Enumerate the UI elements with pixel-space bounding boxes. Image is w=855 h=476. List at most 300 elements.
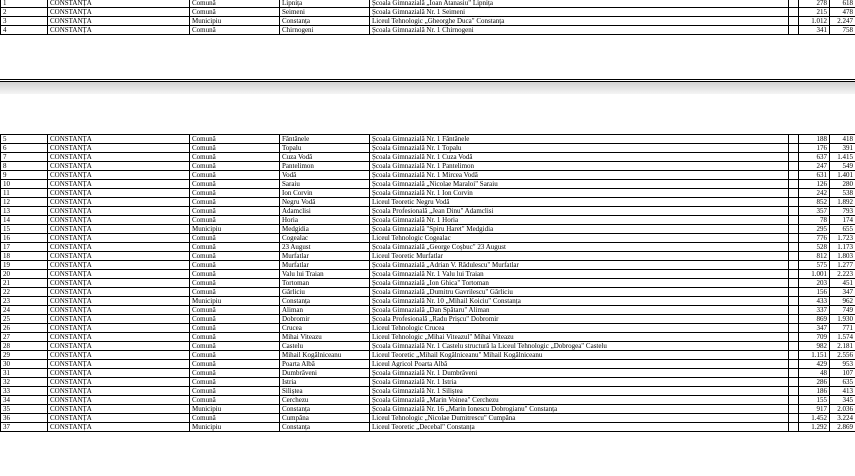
table-row [1,180,855,189]
cell-value-2: 2.556 [830,351,855,360]
cell-value-1: 852 [799,198,830,207]
cell-tip: Comună [190,243,280,252]
cell-tip: Municipiu [190,17,280,26]
cell-judet: CONSTANȚA [48,378,190,387]
page-break-line [0,81,855,82]
cell-tip: Comună [190,279,280,288]
cell-judet: CONSTANȚA [48,360,190,369]
cell-nr: 5 [1,135,48,144]
cell-value-2: 1.892 [830,198,855,207]
cell-unitate: Liceul Tehnologic „Gheorghe Duca" Constanța [370,17,789,26]
cell-value-1: 429 [799,360,830,369]
cell-unitate: Școala Gimnazială Nr. 1 Siliștea [370,387,789,396]
cell-value-2: 1.930 [830,315,855,324]
cell-judet: CONSTANȚA [48,225,190,234]
page-break-line [0,79,855,80]
cell-nr: 7 [1,153,48,162]
cell-nr: 19 [1,261,48,270]
cell-empty [789,216,799,225]
table-row [1,324,855,333]
table-row [1,360,855,369]
cell-localitate: Lipnița [280,0,370,8]
cell-judet: CONSTANȚA [48,423,190,432]
cell-tip: Comună [190,387,280,396]
cell-empty [789,306,799,315]
cell-localitate: 23 August [280,243,370,252]
cell-localitate: Siliștea [280,387,370,396]
cell-nr: 14 [1,216,48,225]
cell-value-1: 186 [799,387,830,396]
cell-localitate: Adamclisi [280,207,370,216]
table-row [1,405,855,414]
cell-judet: CONSTANȚA [48,135,190,144]
cell-value-1: 215 [799,8,830,17]
cell-localitate: Seimeni [280,8,370,17]
cell-value-1: 1.001 [799,270,830,279]
cell-localitate: Saraiu [280,180,370,189]
cell-tip: Comună [190,270,280,279]
cell-value-2: 345 [830,396,855,405]
cell-value-1: 917 [799,405,830,414]
cell-unitate: Școala Gimnazială Nr. 1 Cuza Vodă [370,153,789,162]
cell-value-2: 635 [830,378,855,387]
table-row [1,387,855,396]
cell-unitate: Școala Gimnazială „Nicolae Maraloi" Saraiu [370,180,789,189]
cell-judet: CONSTANȚA [48,405,190,414]
table-row [1,252,855,261]
cell-localitate: Constanța [280,17,370,26]
cell-unitate: Școala Gimnazială Nr. 1 Castelu structură la Liceul Tehnologic „Dobrogea" Castelu [370,342,789,351]
cell-unitate: Școala Gimnazială Nr. 1 Fântânele [370,135,789,144]
cell-tip: Municipiu [190,225,280,234]
cell-tip: Comună [190,315,280,324]
cell-value-1: 528 [799,243,830,252]
cell-empty [789,8,799,17]
cell-unitate: Școala Gimnazială Nr. 1 Horia [370,216,789,225]
table-row [1,423,855,432]
cell-tip: Comună [190,171,280,180]
cell-empty [789,387,799,396]
cell-unitate: Școala Gimnazială „Ion Ghica" Tortoman [370,279,789,288]
cell-value-1: 337 [799,306,830,315]
table-row [1,351,855,360]
cell-tip: Comună [190,144,280,153]
cell-empty [789,414,799,423]
cell-unitate: Școala Gimnazială "Spiru Haret" Medgidia [370,225,789,234]
cell-nr: 26 [1,324,48,333]
cell-empty [789,0,799,8]
cell-unitate: Liceul Tehnologic „Nicolae Dumitrescu" Cumpăna [370,414,789,423]
cell-value-2: 1.723 [830,234,855,243]
cell-judet: CONSTANȚA [48,162,190,171]
cell-value-2: 2.247 [830,17,855,26]
cell-nr: 4 [1,26,48,35]
cell-unitate: Școala Gimnazială Nr. 1 Istria [370,378,789,387]
cell-value-2: 2.223 [830,270,855,279]
cell-unitate: Școala Gimnazială Nr. 1 Chirnogeni [370,26,789,35]
cell-localitate: Crucea [280,324,370,333]
cell-tip: Municipiu [190,297,280,306]
cell-nr: 18 [1,252,48,261]
cell-value-1: 869 [799,315,830,324]
cell-localitate: Murfatlar [280,252,370,261]
cell-unitate: Liceul Teoretic „Decebal" Constanța [370,423,789,432]
cell-tip: Comună [190,333,280,342]
cell-nr: 27 [1,333,48,342]
cell-nr: 37 [1,423,48,432]
cell-tip: Comună [190,234,280,243]
cell-judet: CONSTANȚA [48,171,190,180]
cell-judet: CONSTANȚA [48,180,190,189]
cell-nr: 13 [1,207,48,216]
cell-nr: 9 [1,171,48,180]
cell-value-1: 1.151 [799,351,830,360]
table-row [1,8,855,17]
cell-value-1: 155 [799,396,830,405]
cell-value-2: 2.036 [830,405,855,414]
cell-value-2: 478 [830,8,855,17]
cell-unitate: Școala Gimnazială „Ioan Atanasiu" Lipnița [370,0,789,8]
cell-localitate: Gârliciu [280,288,370,297]
cell-nr: 33 [1,387,48,396]
table-row [1,414,855,423]
cell-localitate: Mihail Kogălniceanu [280,351,370,360]
cell-value-1: 982 [799,342,830,351]
cell-localitate: Cogealac [280,234,370,243]
cell-empty [789,297,799,306]
cell-unitate: Școala Profesională „Jean Dinu" Adamclisi [370,207,789,216]
cell-value-1: 1.012 [799,17,830,26]
table-row [1,198,855,207]
cell-nr: 8 [1,162,48,171]
cell-empty [789,423,799,432]
cell-localitate: Topalu [280,144,370,153]
cell-value-2: 962 [830,297,855,306]
cell-judet: CONSTANȚA [48,144,190,153]
cell-judet: CONSTANȚA [48,351,190,360]
cell-nr: 16 [1,234,48,243]
cell-empty [789,405,799,414]
table-row [1,396,855,405]
cell-localitate: Cumpăna [280,414,370,423]
cell-judet: CONSTANȚA [48,387,190,396]
cell-value-2: 280 [830,180,855,189]
cell-value-1: 433 [799,297,830,306]
cell-empty [789,378,799,387]
cell-empty [789,26,799,35]
cell-value-2: 771 [830,324,855,333]
cell-value-2: 549 [830,162,855,171]
cell-empty [789,198,799,207]
cell-judet: CONSTANȚA [48,0,190,8]
cell-nr: 17 [1,243,48,252]
cell-nr: 23 [1,297,48,306]
cell-empty [789,315,799,324]
cell-unitate: Școala Gimnazială Nr. 1 Seimeni [370,8,789,17]
cell-localitate: Constanța [280,297,370,306]
cell-nr: 11 [1,189,48,198]
cell-value-1: 575 [799,261,830,270]
cell-nr: 30 [1,360,48,369]
cell-localitate: Murfatlar [280,261,370,270]
cell-value-2: 391 [830,144,855,153]
table-row [1,144,855,153]
cell-value-1: 631 [799,171,830,180]
cell-value-2: 953 [830,360,855,369]
cell-nr: 25 [1,315,48,324]
cell-localitate: Aliman [280,306,370,315]
cell-tip: Comună [190,324,280,333]
cell-localitate: Castelu [280,342,370,351]
cell-localitate: Fântânele [280,135,370,144]
cell-tip: Comună [190,0,280,8]
cell-empty [789,261,799,270]
table-row [1,153,855,162]
cell-value-2: 1.277 [830,261,855,270]
cell-unitate: Liceul Tehnologic Crucea [370,324,789,333]
cell-value-1: 357 [799,207,830,216]
table-row [1,135,855,144]
cell-judet: CONSTANȚA [48,26,190,35]
cell-tip: Comună [190,396,280,405]
cell-empty [789,243,799,252]
cell-localitate: Vodă [280,171,370,180]
cell-tip: Comună [190,252,280,261]
cell-empty [789,225,799,234]
cell-localitate: Pantelimon [280,162,370,171]
cell-value-1: 709 [799,333,830,342]
cell-value-1: 48 [799,369,830,378]
cell-value-1: 242 [799,189,830,198]
cell-tip: Comună [190,207,280,216]
cell-value-2: 618 [830,0,855,8]
cell-value-2: 3.224 [830,414,855,423]
cell-unitate: Școala Gimnazială Nr. 16 „Marin Ionescu Dobrogianu" Constanța [370,405,789,414]
cell-judet: CONSTANȚA [48,261,190,270]
cell-nr: 28 [1,342,48,351]
cell-tip: Comună [190,189,280,198]
cell-empty [789,189,799,198]
cell-localitate: Tortoman [280,279,370,288]
cell-judet: CONSTANȚA [48,288,190,297]
table-row [1,342,855,351]
cell-tip: Comună [190,26,280,35]
cell-empty [789,207,799,216]
cell-unitate: Școala Gimnazială Nr. 10 „Mihail Koiciu" Constanța [370,297,789,306]
cell-tip: Comună [190,216,280,225]
cell-empty [789,396,799,405]
table-bottom-section [0,134,855,432]
cell-nr: 31 [1,369,48,378]
cell-localitate: Cuza Vodă [280,153,370,162]
cell-empty [789,234,799,243]
table-row [1,306,855,315]
page-break-band [0,81,855,94]
cell-tip: Comună [190,369,280,378]
cell-judet: CONSTANȚA [48,369,190,378]
cell-value-1: 1.292 [799,423,830,432]
cell-unitate: Liceul Teoretic Negru Vodă [370,198,789,207]
cell-tip: Comună [190,360,280,369]
table-row [1,297,855,306]
cell-tip: Comună [190,351,280,360]
cell-tip: Comună [190,198,280,207]
cell-tip: Comună [190,261,280,270]
cell-nr: 34 [1,396,48,405]
table-row [1,369,855,378]
cell-tip: Comună [190,135,280,144]
cell-localitate: Constanța [280,423,370,432]
cell-empty [789,360,799,369]
cell-value-2: 1.415 [830,153,855,162]
cell-localitate: Constanța [280,405,370,414]
cell-value-2: 1.173 [830,243,855,252]
cell-judet: CONSTANȚA [48,414,190,423]
table-row [1,234,855,243]
cell-localitate: Chirnogeni [280,26,370,35]
cell-value-2: 2.869 [830,423,855,432]
cell-localitate: Negru Vodă [280,198,370,207]
cell-judet: CONSTANȚA [48,306,190,315]
cell-judet: CONSTANȚA [48,324,190,333]
cell-value-1: 286 [799,378,830,387]
cell-value-2: 347 [830,288,855,297]
cell-nr: 35 [1,405,48,414]
cell-unitate: Liceul Teoretic „Mihail Kogălniceanu" Mihail Kogălniceanu [370,351,789,360]
cell-value-1: 156 [799,288,830,297]
cell-judet: CONSTANȚA [48,279,190,288]
cell-judet: CONSTANȚA [48,342,190,351]
cell-unitate: Școala Gimnazială „Dan Spătaru" Aliman [370,306,789,315]
cell-empty [789,279,799,288]
cell-empty [789,342,799,351]
cell-unitate: Școala Gimnazială „Marin Voinea" Cerchezu [370,396,789,405]
cell-value-2: 2.181 [830,342,855,351]
cell-tip: Comună [190,342,280,351]
cell-tip: Municipiu [190,423,280,432]
cell-tip: Comună [190,378,280,387]
cell-empty [789,333,799,342]
table-row [1,288,855,297]
cell-judet: CONSTANȚA [48,216,190,225]
cell-unitate: Liceul Teoretic Murfatlar [370,252,789,261]
cell-localitate: Valu lui Traian [280,270,370,279]
cell-localitate: Dumbrăveni [280,369,370,378]
cell-judet: CONSTANȚA [48,396,190,405]
cell-localitate: Mihai Viteazu [280,333,370,342]
cell-empty [789,162,799,171]
cell-value-1: 126 [799,180,830,189]
cell-value-2: 538 [830,189,855,198]
cell-tip: Comună [190,306,280,315]
table-row [1,207,855,216]
cell-empty [789,270,799,279]
cell-nr: 3 [1,17,48,26]
cell-tip: Comună [190,162,280,171]
cell-judet: CONSTANȚA [48,315,190,324]
table-body-bottom [1,135,855,432]
cell-judet: CONSTANȚA [48,333,190,342]
cell-localitate: Istria [280,378,370,387]
cell-judet: CONSTANȚA [48,234,190,243]
cell-nr: 22 [1,288,48,297]
table-body-top [1,0,855,35]
table-row [1,333,855,342]
table-row [1,17,855,26]
cell-judet: CONSTANȚA [48,189,190,198]
cell-value-1: 341 [799,26,830,35]
cell-unitate: Liceul Agricol Poarta Albă [370,360,789,369]
cell-localitate: Poarta Albă [280,360,370,369]
cell-empty [789,252,799,261]
cell-judet: CONSTANȚA [48,207,190,216]
table-row [1,216,855,225]
cell-value-1: 78 [799,216,830,225]
table-row [1,225,855,234]
table-top-section [0,0,855,35]
cell-unitate: Școala Gimnazială Nr. 1 Pantelimon [370,162,789,171]
cell-unitate: Școala Gimnazială „Dumitru Gavrilescu" Gârliciu [370,288,789,297]
cell-value-2: 418 [830,135,855,144]
table-row [1,261,855,270]
cell-judet: CONSTANȚA [48,243,190,252]
cell-value-1: 295 [799,225,830,234]
cell-tip: Comună [190,180,280,189]
cell-empty [789,144,799,153]
cell-unitate: Școala Gimnazială „George Coșbuc" 23 August [370,243,789,252]
cell-tip: Municipiu [190,405,280,414]
cell-value-2: 749 [830,306,855,315]
cell-judet: CONSTANȚA [48,8,190,17]
cell-unitate: Școala Gimnazială „Adrian V. Rădulescu" Murfatlar [370,261,789,270]
cell-localitate: Horia [280,216,370,225]
cell-unitate: Școala Gimnazială Nr. 1 Dumbrăveni [370,369,789,378]
cell-value-1: 188 [799,135,830,144]
cell-empty [789,135,799,144]
cell-unitate: Școala Gimnazială Nr. 1 Topalu [370,144,789,153]
cell-nr: 15 [1,225,48,234]
cell-nr: 21 [1,279,48,288]
cell-value-1: 812 [799,252,830,261]
cell-judet: CONSTANȚA [48,252,190,261]
cell-value-1: 776 [799,234,830,243]
cell-value-2: 758 [830,26,855,35]
cell-value-1: 203 [799,279,830,288]
cell-value-1: 176 [799,144,830,153]
table-row [1,171,855,180]
table-row [1,378,855,387]
cell-value-1: 1.452 [799,414,830,423]
table-row [1,315,855,324]
cell-nr: 29 [1,351,48,360]
table-row [1,26,855,35]
cell-value-2: 1.401 [830,171,855,180]
cell-localitate: Ion Corvin [280,189,370,198]
cell-unitate: Școala Gimnazială Nr. 1 Mircea Vodă [370,171,789,180]
cell-unitate: Școala Gimnazială Nr. 1 Valu lui Traian [370,270,789,279]
cell-value-2: 174 [830,216,855,225]
cell-nr: 1 [1,0,48,8]
cell-judet: CONSTANȚA [48,153,190,162]
cell-value-2: 107 [830,369,855,378]
cell-value-2: 1.574 [830,333,855,342]
cell-judet: CONSTANȚA [48,17,190,26]
cell-judet: CONSTANȚA [48,270,190,279]
cell-empty [789,369,799,378]
table-row [1,279,855,288]
cell-localitate: Medgidia [280,225,370,234]
cell-value-1: 637 [799,153,830,162]
